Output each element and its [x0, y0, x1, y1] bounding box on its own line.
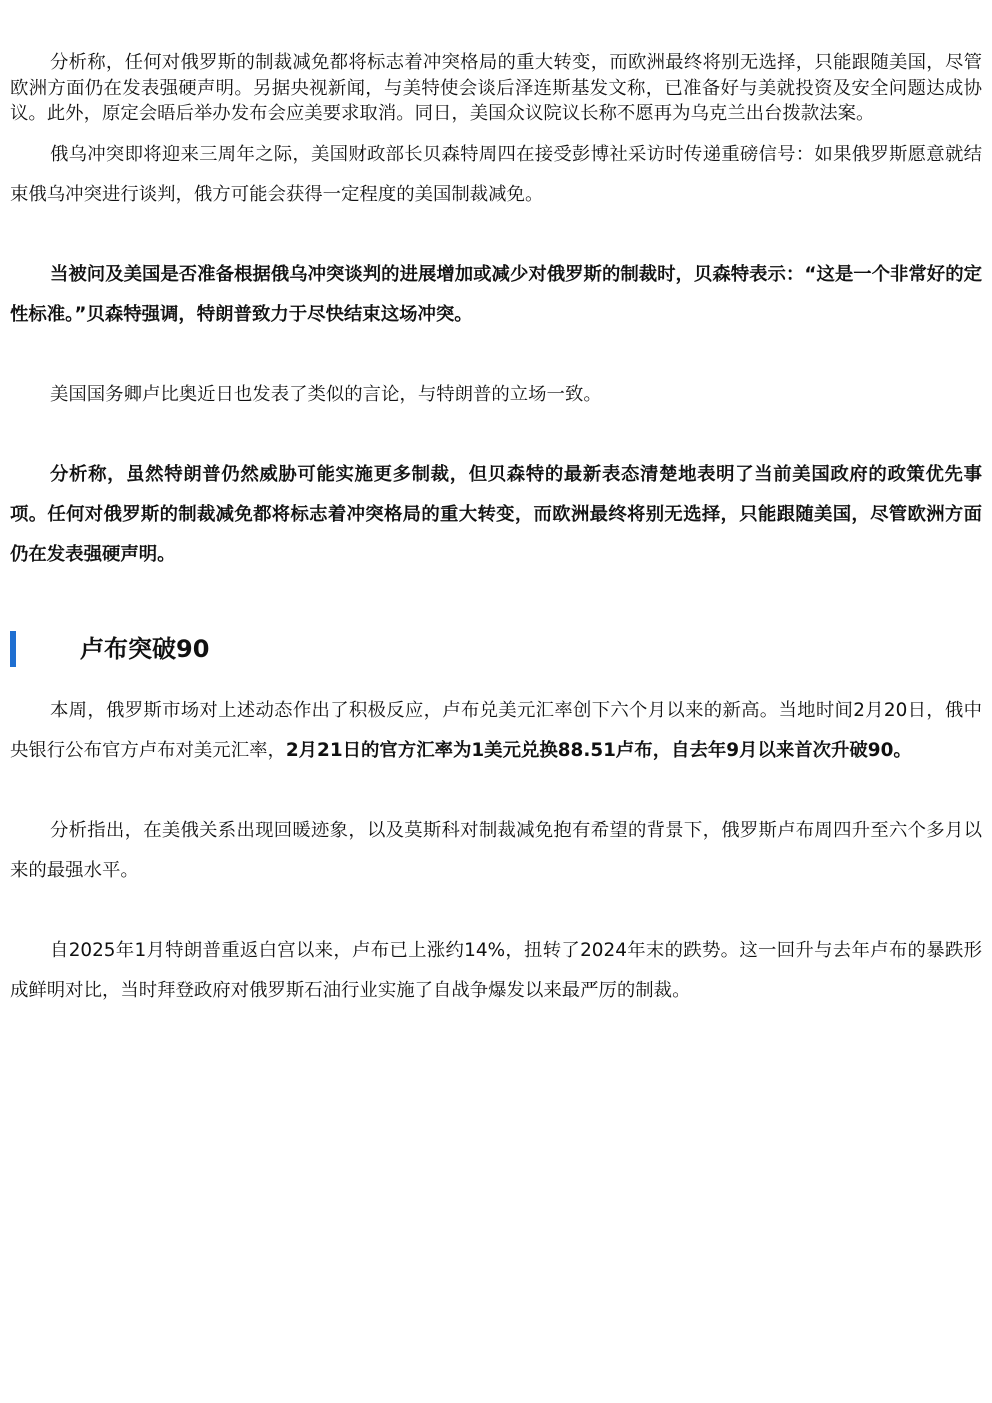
paragraph-bessent-signal: 俄乌冲突即将迎来三周年之际，美国财政部长贝森特周四在接受彭博社采访时传递重磅信号：如果俄罗斯愿意就结束俄乌冲突进行谈判，俄方可能会获得一定程度的美国制裁减免。: [10, 143, 982, 205]
top-margin: [10, 0, 982, 50]
paragraph-ruble-rate: [10, 691, 982, 771]
paragraph-bessent-quote: 当被问及美国是否准备根据俄乌冲突谈判的进展增加或减少对俄罗斯的制裁时，贝森特表示：“这是一个非常好的定性标准。”贝森特强调，特朗普致力于尽快结束这场冲突。: [10, 263, 982, 325]
heading-accent-bar: [10, 631, 16, 667]
spacer: [10, 667, 982, 691]
spacer: [10, 215, 982, 255]
spacer: [10, 891, 982, 931]
section-title: 卢布突破90: [80, 634, 210, 663]
ruble-rate-highlight: 2月21日的官方汇率为1美元兑换88.51卢布，自去年9月以来首次升破90。: [285, 739, 912, 761]
ruble-rate-text: 本周，俄罗斯市场对上述动态作出了积极反应，卢布兑美元汇率创下六个月以来的新高。当地时间2月20日，俄中央银行公布官方卢布对美元汇率，: [10, 699, 982, 761]
paragraph-ruble-strongest: 分析指出，在美俄关系出现回暖迹象，以及莫斯科对制裁减免抱有希望的背景下，俄罗斯卢布周四升至六个多月以来的最强水平。: [10, 819, 982, 881]
paragraph-policy-priorities: 分析称，虽然特朗普仍然威胁可能实施更多制裁，但贝森特的最新表态清楚地表明了当前美国政府的政策优先事项。任何对俄罗斯的制裁减免都将标志着冲突格局的重大转变，而欧洲最终将别无选择，只能跟随美国，尽管欧洲方面仍在发表强硬声明。: [10, 463, 982, 565]
article-body: [10, 0, 982, 1011]
paragraph-analysis-sanctions: 分析称，任何对俄罗斯的制裁减免都将标志着冲突格局的重大转变，而欧洲最终将别无选择，只能跟随美国，尽管欧洲方面仍在发表强硬声明。另据央视新闻，与美特使会谈后泽连斯基发文称，已准备好与美就投资及安全问题达成协议。此外，原定会晤后举办发布会应美要求取消。同日，美国众议院议长称不愿再为乌克兰出台拨款法案。: [10, 52, 982, 124]
spacer: [10, 575, 982, 631]
spacer: [10, 335, 982, 375]
section-heading: [10, 631, 982, 667]
spacer: [10, 415, 982, 455]
spacer: [10, 127, 982, 135]
paragraph-rubio: 美国国务卿卢比奥近日也发表了类似的言论，与特朗普的立场一致。: [50, 383, 602, 405]
paragraph-ruble-rise: 自2025年1月特朗普重返白宫以来，卢布已上涨约14%，扭转了2024年末的跌势。这一回升与去年卢布的暴跌形成鲜明对比，当时拜登政府对俄罗斯石油行业实施了自战争爆发以来最严厉的制裁。: [10, 939, 982, 1001]
spacer: [10, 771, 982, 811]
